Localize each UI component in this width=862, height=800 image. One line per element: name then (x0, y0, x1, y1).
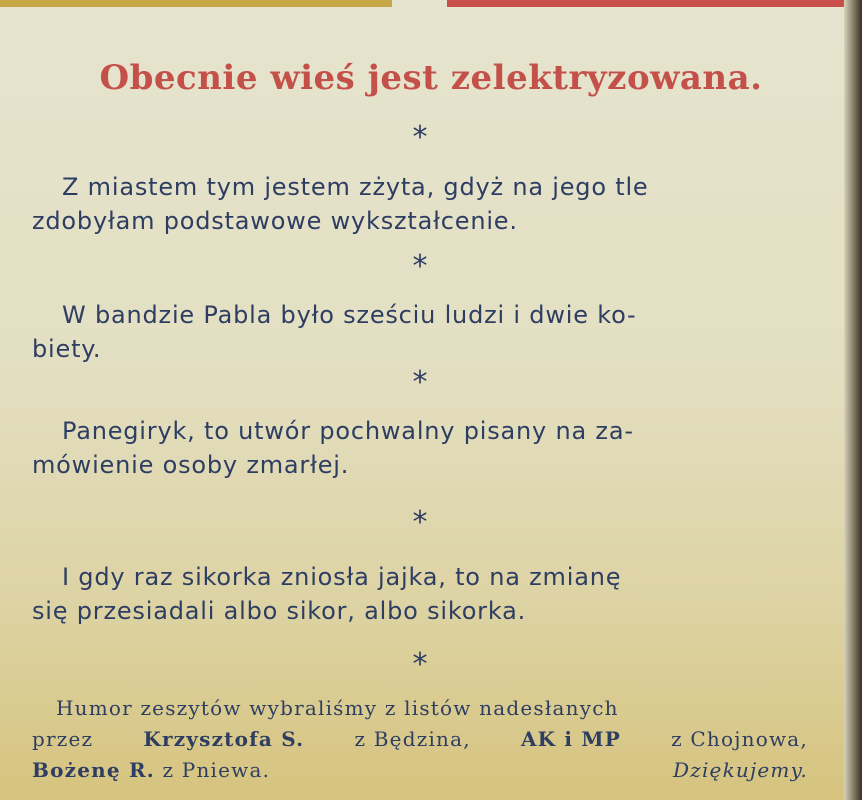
page-edge-shadow (844, 0, 862, 800)
thanks-text: Dziękujemy. (672, 758, 808, 782)
credits-text: Humor zeszytów wybraliśmy z listów nadesłanych (56, 696, 619, 720)
credits-footer (32, 693, 808, 786)
quote-entry (32, 170, 808, 238)
contributor-name: Bożenę R. (32, 758, 155, 782)
credits-line (32, 724, 808, 755)
separator-asterisk: * (412, 365, 428, 400)
credits-text: przez (32, 727, 94, 751)
headline: Obecnie wieś jest zelektryzowana. (99, 58, 763, 98)
entry-line: zdobyłam podstawowe wykształcenie. (32, 207, 518, 235)
credits-text: z Pniewa. (162, 758, 271, 782)
credits-text: z Chojnowa, (671, 727, 808, 751)
top-stripe-red (447, 0, 845, 7)
entry-line: biety. (32, 335, 102, 363)
entry-line: W bandzie Pabla było sześciu ludzi i dwie ko- (62, 301, 637, 329)
entry-line: Z miastem tym jestem zżyta, gdyż na jego tle (62, 173, 649, 201)
credits-line (32, 755, 808, 786)
entry-line: I gdy raz sikorka zniosła jajka, to na zmianę (62, 563, 622, 591)
separator-asterisk: * (412, 505, 428, 540)
entry-line: się przesiadali albo sikor, albo sikorka. (32, 597, 527, 625)
top-stripe-ochre (0, 0, 392, 7)
separator-asterisk: * (412, 249, 428, 284)
entry-line: mówienie osoby zmarłej. (32, 451, 350, 479)
credits-text: z Będzina, (354, 727, 471, 751)
quote-entry (32, 414, 808, 482)
quote-entry (32, 298, 808, 366)
entry-line: Panegiryk, to utwór pochwalny pisany na za- (62, 417, 634, 445)
separator-asterisk: * (412, 120, 428, 155)
contributor-name: Krzysztofa S. (143, 727, 305, 751)
credits-line (32, 693, 808, 724)
contributor-name: AK i MP (520, 727, 621, 751)
quote-entry (32, 560, 808, 628)
credits-place (32, 755, 270, 786)
separator-asterisk: * (412, 647, 428, 682)
